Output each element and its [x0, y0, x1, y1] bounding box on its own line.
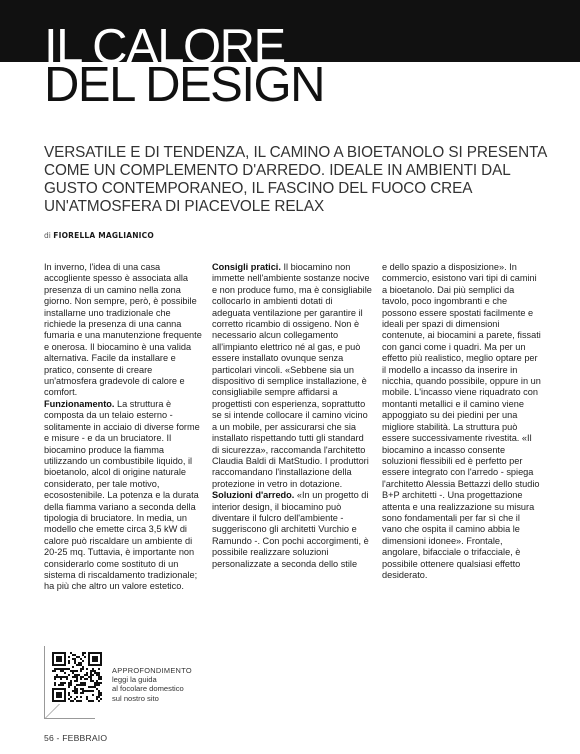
section-heading: Funzionamento. [44, 398, 115, 409]
qr-heading: APPROFONDIMENTO [112, 666, 192, 675]
qr-code-graphic [52, 652, 102, 702]
paragraph [382, 262, 542, 581]
article-column-2 [212, 262, 372, 570]
qr-code-icon[interactable] [52, 652, 102, 702]
paragraph [44, 262, 204, 399]
title-line-2: DEL DESIGN [44, 58, 324, 112]
paragraph-text: «In un progetto di interior design, il biocamino può diventare il fulcro dell'ambiente - suggeriscono gli architetti Vurchio e Ramundo -. Con pochi accorgimenti, è possibile realizzare soluzioni personalizzate a seconda dello stile [212, 490, 369, 569]
paragraph-text: Il biocamino non immette nell'ambiente sostanze nocive e non produce fumo, ma è consigliabile collocarlo in ambienti dotati di adeguata ventilazione per garantire il corretto ricambio di ossigeno. Non è necessario alcun collegamento all'impianto elettrico né al gas, e può essere installato ovunque senza particolari vincoli. «Sebbene sia un dispositivo di semplice installazione, è consigliabile sempre affidarsi a progettisti con esperienza, soprattutto se si intende collocare il camino vicino a un mobile, per assicurarsi che sia installato rispettando tutti gli standard di sicurezza», raccomanda l'architetto Claudia Baldi di MatStudio. I produttori raccomandano l'installazione della protezione in vetro in dotazione. [212, 262, 372, 489]
paragraph [44, 399, 204, 593]
article-column-1 [44, 262, 204, 593]
paragraph [212, 262, 372, 490]
title-line-1: IL CALORE [44, 20, 285, 74]
subtitle: VERSATILE E DI TENDENZA, IL CAMINO A BIOETANOLO SI PRESENTA COME UN COMPLEMENTO D'ARREDO. IDEALE IN AMBIENTI DAL GUSTO CONTEMPORANEO, IL FASCINO DEL FUOCO CREA UN'ATMOSFERA DI PIACEVOLE RELAX [44, 144, 547, 215]
qr-line: leggi la guida [112, 675, 157, 685]
qr-line: al focolare domestico [112, 684, 184, 694]
paragraph-text: In inverno, l'idea di una casa accogliente spesso è associata alla presenza di un camino nella zona giorno. Non sempre, però, è possibile installarne uno tradizionale che richiede la presenza di una canna fumaria e una manutenzione frequente e onerosa. Il biocamino è una valida alternativa. Facile da installare e pratico, consente di creare un'atmosfera gradevole di calore e comfort. [44, 262, 202, 398]
article-column-3 [382, 262, 542, 581]
section-heading: Soluzioni d'arredo. [212, 490, 295, 501]
page-footer: 56 - FEBBRAIO [44, 733, 108, 743]
page-title [44, 20, 324, 112]
paragraph-text: e dello spazio a disposizione». In commercio, esistono vari tipi di camini a bioetanolo. Dai più semplici da tavolo, poco ingombranti e che possono essere spostati facilmente e ideali per spazi di dimensioni contenute, ai biocamini a parete, fissati con ganci come i quadri. Ma per un effetto più realistico, meglio optare per il modello a incasso da inserire in nicchia, quando possibile, oppure in un mobile. L'incasso viene riquadrato con montanti metallici e il camino viene appoggiato su dei piedini per una migliore stabilità. La struttura può essere successivamente rivestita. «Il biocamino a incasso consente soluzioni flessibili ed è perfetto per essere integrato con l'arredo - spiega l'architetto Alessia Bettazzi dello studio B+P architetti -. Una progettazione attenta e una realizzazione su misura sono fondamentali per far sì che il vano che ospita il camino abbia le dimensioni idonee». Frontale, angolare, bifacciale o trifacciale, è possibile ottenere qualsiasi effetto desiderato. [382, 262, 541, 580]
byline-prefix: di [44, 231, 51, 240]
qr-line: sul nostro sito [112, 693, 159, 703]
section-heading: Consigli pratici. [212, 262, 281, 272]
paragraph [212, 490, 372, 570]
byline [44, 231, 154, 240]
paragraph-text: La struttura è composta da un telaio esterno - solitamente in acciaio di diverse forme e misure - e da un bruciatore. Il biocamino produce la fiamma utilizzando un combustibile liquido, il bioetanolo, alcol di origine naturale considerato, per tale motivo, ecosostenibile. La potenza e la durata della fiamma variano a seconda della tipologia di bruciatore. In media, un modello che emette circa 3,5 kW di calore può riscaldare un ambiente di 20-25 mq. Tuttavia, è importante non considerarlo come sostituto di un sistema di riscaldamento tradizionale; ha più che altro un valore estetico. [44, 398, 200, 592]
qr-caption [112, 666, 192, 703]
byline-author: FIORELLA MAGLIANICO [53, 231, 154, 240]
